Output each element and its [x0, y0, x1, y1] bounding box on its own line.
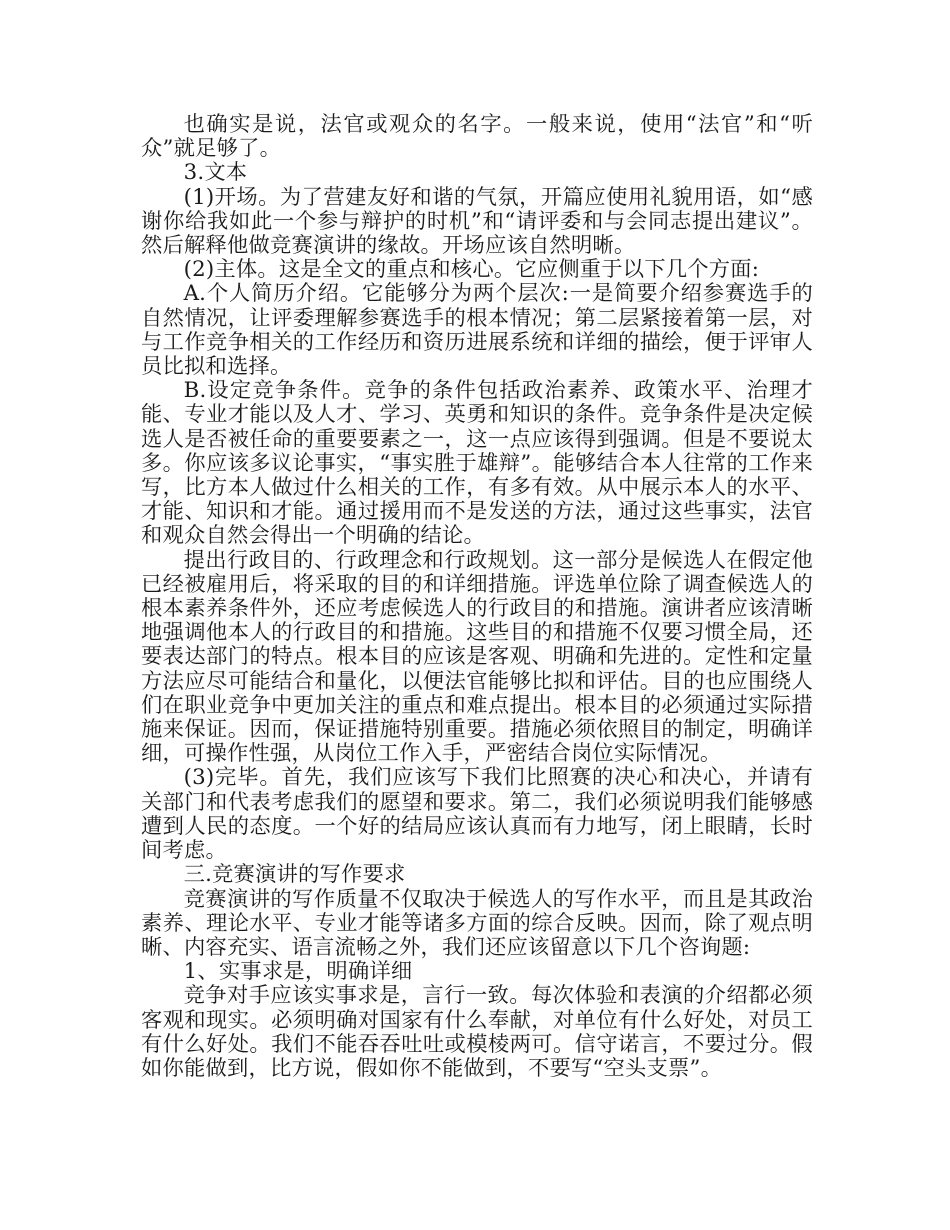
paragraph-seek-truth: 竞争对手应该实事求是，言行一致。每次体验和表演的介绍都必须客观和现实。必须明确对国家有什么奉献，对单位有什么好处，对员工有什么好处。我们不能吞吞吐吐或模棱两可。信守诺言，不要过分。假如你能做到，比方说，假如你不能做到，不要写“空头支票”。	[141, 983, 813, 1081]
paragraph-competition-conditions: B.设定竞争条件。竞争的条件包括政治素养、政策水平、治理才能、专业才能以及人才、学习、英勇和知识的条件。竞争条件是决定候选人是否被任命的重要要素之一，这一点应该得到强调。但是不要说太多。你应该多议论事实，“事实胜于雄辩”。能够结合本人往常的工作来写，比方本人做过什么相关的工作，有多有效。从中展示本人的水平、才能、知识和才能。通过援用而不是发送的方法，通过这些事实，法官和观众自然会得出一个明确的结论。	[141, 378, 813, 549]
paragraph-writing-quality: 竞赛演讲的写作质量不仅取决于候选人的写作水平，而且是其政治素养、理论水平、专业才能等诸多方面的综合反映。因而，除了观点明晰、内容充实、语言流畅之外，我们还应该留意以下几个咨询题:	[141, 886, 813, 960]
paragraph-conclusion: (3)完毕。首先，我们应该写下我们比照赛的决心和决心，并请有关部门和代表考虑我们的愿望和要求。第二，我们必须说明我们能够感遭到人民的态度。一个好的结局应该认真而有力地写，闭上眼睛，长时间考虑。	[141, 765, 813, 864]
paragraph-names-note: 也确实是说，法官或观众的名字。一般来说，使用“法官”和“听众”就足够了。	[141, 112, 813, 162]
heading-text-section: 3.文本	[183, 160, 248, 186]
paragraph-administrative-goals: 提出行政目的、行政理念和行政规划。这一部分是候选人在假定他已经被雇用后，将采取的目的和详细措施。评选单位除了调查候选人的根本素养条件外，还应考虑候选人的行政目的和措施。演讲者应该清晰地强调他本人的行政目的和措施。这些目的和措施不仅要习惯全局，还要表达部门的特点。根本目的应该是客观、明确和先进的。定性和定量方法应尽可能结合和量化，以便法官能够比拟和评估。目的也应围绕人们在职业竞争中更加关注的重点和难点提出。根本目的必须通过实际措施来保证。因而，保证措施特别重要。措施必须依照目的制定，明确详细，可操作性强，从岗位工作入手，严密结合岗位实际情况。	[141, 547, 813, 767]
paragraph-opening: (1)开场。为了营建友好和谐的气氛，开篇应使用礼貌用语，如“感谢你给我如此一个参与辩护的时机”和“请评委和与会同志提出建议”。然后解释他做竞赛演讲的缘故。开场应该自然明晰。	[141, 184, 813, 259]
subheading-seek-truth: 1、实事求是，明确详细	[183, 959, 413, 985]
paragraph-main-body: (2)主体。这是全文的重点和核心。它应侧重于以下几个方面:	[183, 257, 760, 283]
heading-writing-requirements: 三.竞赛演讲的写作要求	[183, 862, 406, 888]
document-body	[141, 113, 813, 1081]
paragraph-resume-intro: A.个人简历介绍。它能够分为两个层次:一是简要介绍参赛选手的自然情况，让评委理解参赛选手的根本情况；第二层紧接着第一层，对与工作竞争相关的工作经历和资历进展系统和详细的描绘，便于评审人员比拟和选择。	[141, 281, 813, 380]
